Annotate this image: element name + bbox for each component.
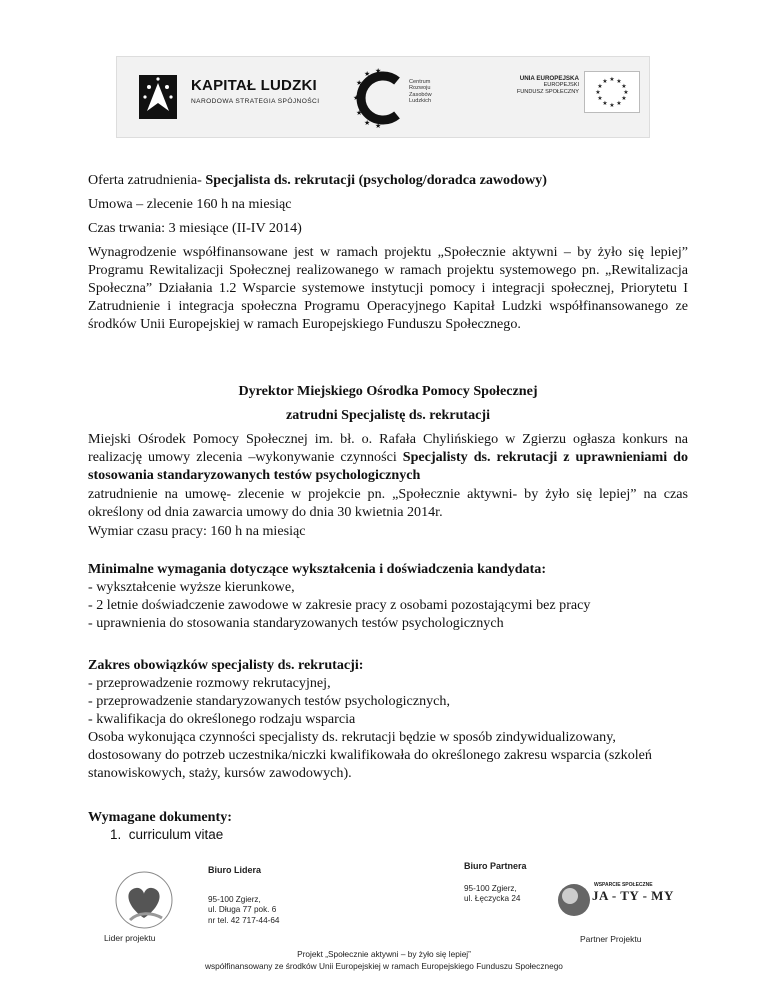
ja-ty-my-logo-icon [556,882,592,918]
partner-label: Partner Projektu [580,934,642,944]
svg-text:★: ★ [609,102,615,109]
partner-office-address [464,884,520,905]
offer-section [88,171,688,189]
kapital-ludzki-logo [139,71,320,123]
svg-text:★: ★ [364,70,371,78]
lider-address-line: ul. Długa 77 pok. 6 [208,905,277,915]
lider-label: Lider projektu [104,933,156,943]
contract-line: Umowa – zlecenie 160 h na miesiąc [88,196,292,212]
eu-line: UNIA EUROPEJSKA [519,75,579,82]
partner-logo-caption: WSPARCIE SPOŁECZNE [594,882,653,888]
svg-text:★: ★ [353,94,360,102]
svg-text:★: ★ [616,100,622,107]
duty-item: - przeprowadzenie standaryzowanych testów psychologicznych, [88,693,450,709]
requirements-section [88,560,688,632]
eu-logo [509,71,639,125]
announcement-intro-text: Miejski Ośrodek Pomocy Społecznej im. bł. o. Rafała Chylińskiego w Zgierzu ogłasza konkurs na realizację umowy zlecenia –wykonywanie czynności [88,431,688,465]
crzl-logo [353,67,463,129]
svg-text:★: ★ [621,83,627,90]
documents-heading [88,808,688,826]
requirements-heading [88,560,688,578]
requirement-item: - wykształcenie wyższe kierunkowe, [88,579,295,595]
header-logos [116,56,650,138]
crzl-text [409,79,432,105]
svg-text:★: ★ [375,122,382,129]
svg-text:★: ★ [597,95,603,102]
duration-line: Czas trwania: 3 miesiące (II-IV 2014) [88,220,302,236]
crzl-emblem-icon [353,67,415,129]
announcement-intro-bold: Specjalisty ds. rekrutacji z uprawnieniami do stosowania standaryzowanych testów psychologicznych [88,449,688,483]
duty-item: - kwalifikacja do określonego rodzaju wsparcia [88,711,356,727]
duties-note: Osoba wykonująca czynności specjalisty ds. rekrutacji będzie w sposób zindywidualizowany, dostosowany do potrzeb uczestnika/niczki kwalifikowała do określonego zakresu wsparcia (szkoleń stanowiskowych, staży, kursów zawodowych). [88,729,652,781]
svg-text:★: ★ [356,109,363,117]
svg-text:★: ★ [364,119,371,127]
kapital-ludzki-title: KAPITAŁ LUDZKI [191,77,317,94]
page-footer [0,858,768,994]
project-name: Projekt „Społecznie aktywni – by żyło się lepiej” [297,949,471,959]
svg-text:★: ★ [623,89,629,96]
documents-heading-text: Wymagane dokumenty: [88,809,232,825]
svg-text:★: ★ [356,79,363,87]
lider-address-line: 95-100 Zgierz, [208,895,261,904]
announcement-intro [88,430,688,484]
announcement-heading-1-text: Dyrektor Miejskiego Ośrodka Pomocy Społecznej [238,383,538,399]
mops-zgierz-logo-icon [108,868,188,932]
requirements-heading-text: Minimalne wymagania dotyczące wykształcenia i doświadczenia kandydata: [88,561,547,577]
kapital-ludzki-subtitle: NARODOWA STRATEGIA SPÓJNOŚCI [191,98,320,105]
lider-office-address [208,895,279,926]
eu-text [509,75,579,97]
svg-text:★: ★ [597,83,603,90]
partner-logo-name: JA - TY - MY [592,888,674,903]
announcement-heading-1 [88,382,688,400]
duties-heading [88,656,688,674]
announcement-heading-2 [88,406,688,424]
duty-item: - przeprowadzenie rozmowy rekrutacyjnej, [88,675,331,691]
document-item: 1. curriculum vitae [110,827,224,842]
partner-office-title: Biuro Partnera [464,861,527,871]
lider-address-line: nr tel. 42 717-44-64 [208,915,280,925]
offer-title-prefix: Oferta zatrudnienia- [88,172,206,188]
crzl-line: Ludzkich [409,98,432,105]
svg-text:★: ★ [616,78,622,85]
crzl-line: Centrum [409,79,431,85]
crzl-line: Rozwoju [409,85,431,92]
partner-address-line: 95-100 Zgierz, [464,884,517,893]
employment-paragraph: zatrudnienie na umowę- zlecenie w projekcie pn. „Społecznie aktywni- by żyło się lepiej” na czas określony od dnia zawarcia umowy do dnia 30 kwietnia 2014r. [88,486,688,520]
work-hours-line: Wymiar czasu pracy: 160 h na miesiąc [88,523,306,539]
eu-flag-icon [584,71,640,113]
lider-office-title: Biuro Lidera [208,865,262,875]
svg-text:★: ★ [375,67,382,75]
eu-line: FUNDUSZ SPOŁECZNY [516,89,579,96]
eu-line: EUROPEJSKI [543,82,579,89]
svg-text:★: ★ [602,78,608,85]
documents-section [88,808,688,844]
svg-text:★: ★ [621,95,627,102]
offer-title [88,171,688,189]
crzl-line: Zasobów [409,91,432,98]
funding-paragraph: Wynagrodzenie współfinansowane jest w ramach projektu „Społecznie aktywni – by żyło się lepiej” Programu Rewitalizacji Społecznej realizowanego w ramach projektu systemowego pn. „Rewitalizacja Społeczna” Działania 1.2 Wsparcie systemowe instytucji pomocy i integracji społecznej, Priorytetu I Zatrudnienie i integracja społeczna Programu Operacyjnego Kapitał Ludzki współfinansowanego ze środków Unii Europejskiej w ramach Europejskiego Funduszu Społecznego. [88,244,688,332]
svg-text:★: ★ [609,76,615,83]
project-funding: współfinansowany ze środków Unii Europejskiej w ramach Europejskiego Funduszu Społecznego [205,961,563,971]
svg-text:★: ★ [595,89,601,96]
partner-address-line: ul. Łęczycka 24 [464,894,521,904]
duties-section [88,656,688,782]
document-item-text: curriculum vitae [128,827,224,842]
kapital-ludzki-emblem-icon [139,75,177,119]
duties-heading-text: Zakres obowiązków specjalisty ds. rekrutacji: [88,657,364,673]
requirement-item: - uprawnienia do stosowania standaryzowanych testów psychologicznych [88,615,504,631]
svg-text:★: ★ [602,100,608,107]
announcement-heading-2-text: zatrudni Specjalistę ds. rekrutacji [285,407,491,423]
requirement-item: - 2 letnie doświadczenie zawodowe w zakresie pracy z osobami pozostającymi bez pracy [88,597,591,613]
offer-title-position: Specjalista ds. rekrutacji (psycholog/doradca zawodowy) [205,172,547,188]
